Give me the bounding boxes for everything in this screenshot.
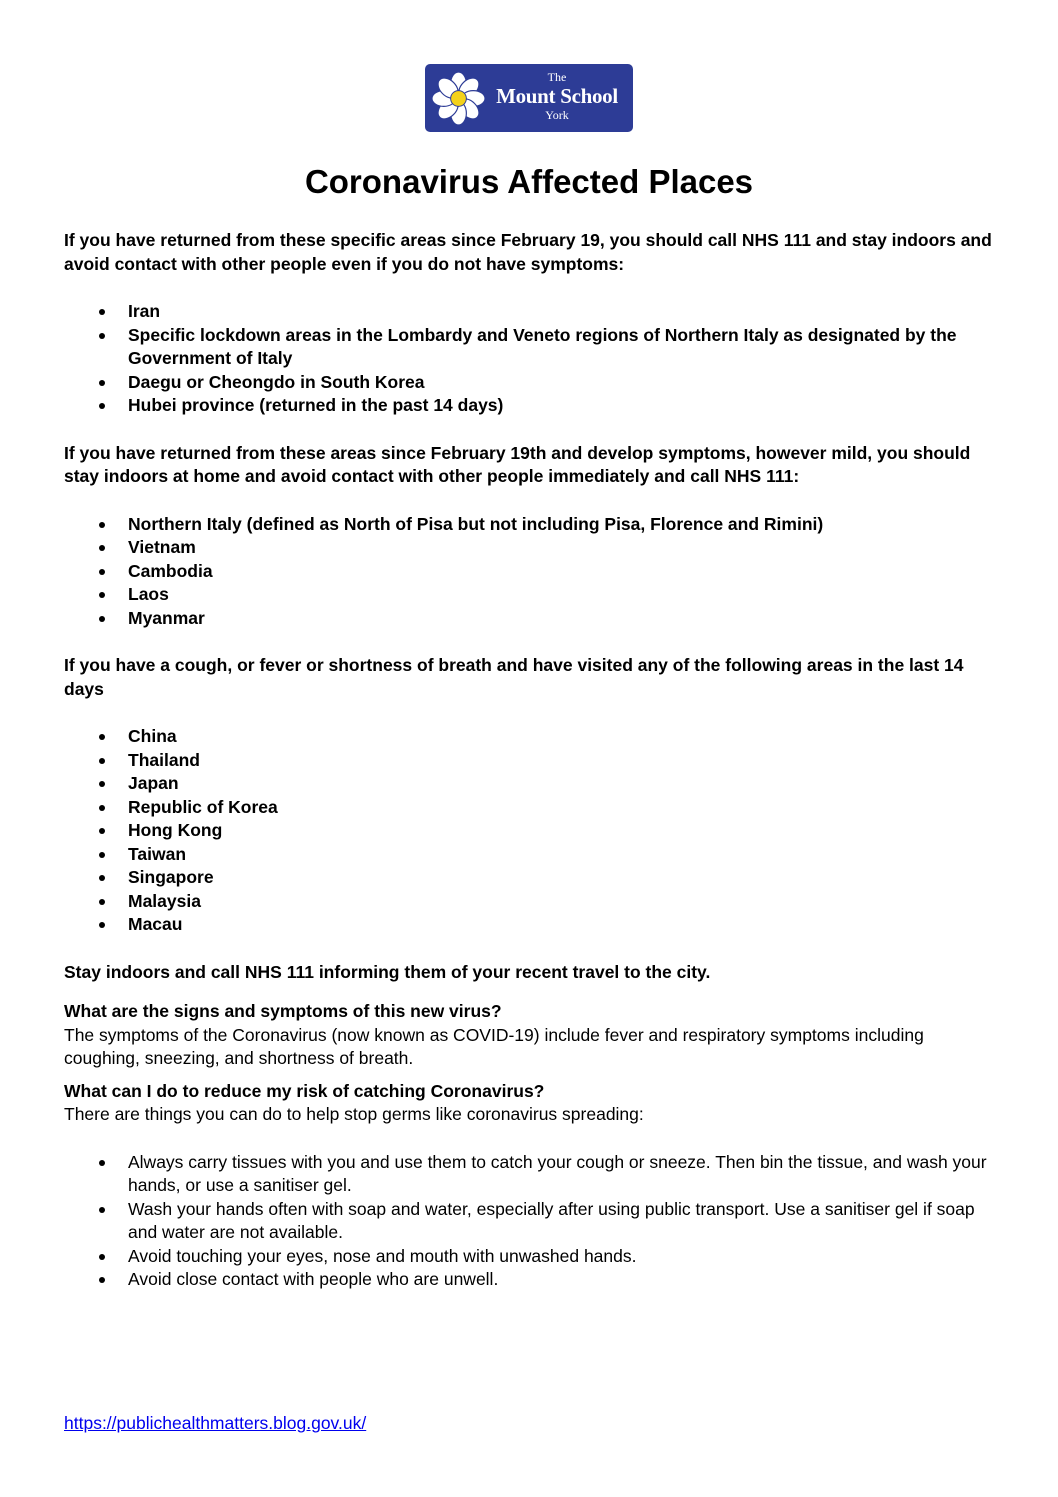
section3-list	[64, 725, 1004, 937]
section1-list	[64, 300, 1004, 418]
list-item: Hubei province (returned in the past 14 days)	[64, 394, 1004, 418]
logo-line-city: York	[545, 108, 569, 122]
list-item: Republic of Korea	[64, 796, 1004, 820]
list-item: Malaysia	[64, 890, 1004, 914]
list-item: Iran	[64, 300, 1004, 324]
list-item: Avoid close contact with people who are unwell.	[64, 1268, 1004, 1292]
logo-line-the: The	[547, 70, 567, 84]
list-item: Daegu or Cheongdo in South Korea	[64, 371, 1004, 395]
list-item: Cambodia	[64, 560, 1004, 584]
list-item: Taiwan	[64, 843, 1004, 867]
list-item: Japan	[64, 772, 1004, 796]
section2-list	[64, 513, 1004, 631]
list-item: Specific lockdown areas in the Lombardy and Veneto regions of Northern Italy as designated by the Government of Italy	[64, 324, 1004, 371]
list-item: Laos	[64, 583, 1004, 607]
symptoms-heading: What are the signs and symptoms of this new virus?	[64, 1001, 502, 1021]
document-body	[64, 229, 1004, 1292]
list-item: Northern Italy (defined as North of Pisa but not including Pisa, Florence and Rimini)	[64, 513, 1004, 537]
list-item: Avoid touching your eyes, nose and mouth with unwashed hands.	[64, 1245, 1004, 1269]
list-item: China	[64, 725, 1004, 749]
section1-intro: If you have returned from these specific areas since February 19, you should call NHS 111 and stay indoors and avoid contact with other people even if you do not have symptoms:	[64, 230, 992, 274]
list-item: Macau	[64, 913, 1004, 937]
prevention-heading: What can I do to reduce my risk of catching Coronavirus?	[64, 1080, 545, 1101]
school-logo	[425, 64, 633, 132]
list-item: Myanmar	[64, 607, 1004, 631]
list-item: Hong Kong	[64, 819, 1004, 843]
section3-intro: If you have a cough, or fever or shortness of breath and have visited any of the following areas in the last 14 days	[64, 655, 964, 699]
list-item: Wash your hands often with soap and water, especially after using public transport. Use a sanitiser gel if soap and water are not available.	[64, 1198, 1004, 1245]
section3-outro: Stay indoors and call NHS 111 informing them of your recent travel to the city.	[64, 961, 711, 982]
page-title: Coronavirus Affected Places	[304, 163, 754, 200]
symptoms-body: The symptoms of the Coronavirus (now known as COVID-19) include fever and respiratory symptoms including coughing, sneezing, and shortness of breath.	[64, 1024, 924, 1068]
prevention-intro: There are things you can do to help stop germs like coronavirus spreading:	[64, 1104, 644, 1124]
list-item: Thailand	[64, 749, 1004, 773]
logo-line-school-name: Mount School	[496, 84, 618, 108]
list-item: Always carry tissues with you and use them to catch your cough or sneeze. Then bin the tissue, and wash your hands, or use a sanitiser gel.	[64, 1151, 1004, 1198]
flower-emblem-icon	[431, 71, 486, 126]
prevention-list	[64, 1151, 1004, 1292]
list-item: Singapore	[64, 866, 1004, 890]
section2-intro: If you have returned from these areas since February 19th and develop symptoms, however mild, you should stay indoors at home and avoid contact with other people immediately and call NHS 111:	[64, 442, 971, 486]
logo-text	[489, 70, 625, 122]
list-item: Vietnam	[64, 536, 1004, 560]
source-link[interactable]: https://publichealthmatters.blog.gov.uk/	[64, 1413, 367, 1433]
